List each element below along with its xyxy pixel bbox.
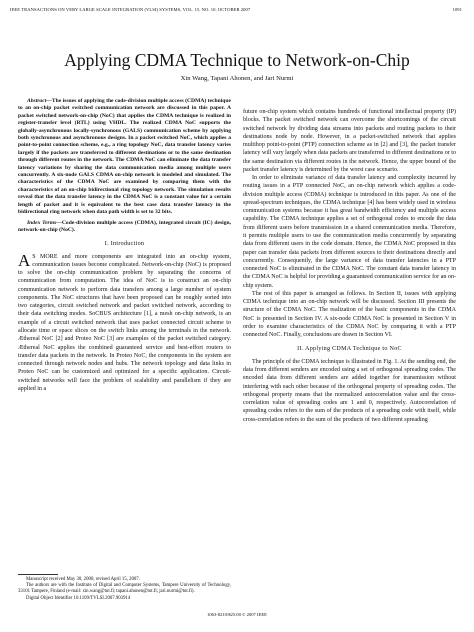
journal-header: IEEE TRANSACTIONS ON VERY LARGE SCALE INTEGRATION (VLSI) SYSTEMS, VOL. 15, NO. 10, OCTOBER 2007 <box>10 7 251 12</box>
paper-title: Applying CDMA Technique to Network-on-Chip <box>64 50 410 70</box>
abstract-text: The issues of applying the code-division multiple access (CDMA) technique to an on-chip packet switched communication network are discussed in this paper. A packet switched network-on-chip (NoC) that applies the CDMA technique is realized in register-transfer level (RTL) using VHDL. The realized CDMA NoC supports the globally-asynchronous locally-synchronous (GALS) communication scheme by applying both synchronous and asynchronous designs. In a packet switched NoC, which applies a point-to-point connection scheme, e.g., a ring topology NoC, data transfer latency varies largely if the packets are transferred to different destinations or to the same destination through different routes in the network. The CDMA NoC can eliminate the data transfer latency variations by sharing the data communication media among multiple users concurrently. A six-node GALS CDMA on-chip network is modeled and simulated. The characteristics of the CDMA NoC are examined by comparing them with the characteristics of an on-chip bidirectional ring topology network. The simulation results reveal that the data transfer latency in the CDMA NoC is a constant value for a certain length of packet and it is equivalent to the best case data transfer latency in the bidirectional ring network when data path width is set to 32 bits. <box>18 98 231 216</box>
running-head <box>10 7 462 12</box>
body-paragraph: The rest of this paper is arranged as follows. In Section II, issues with applying CDMA technique into an on-chip network will be discussed. Section III presents the structure of the CDMA NoC. The realization of the basic components in the CDMA NoC is presented in Section IV. A six-node CDMA NoC is presented in Section V in order to examine characteristics of the CDMA NoC by comparing it with a PTP connected NoC. Finally, conclusions are drawn in Section VI. <box>243 290 456 339</box>
introduction-text: S MORE and more components are integrated into an on-chip system, communication issues become complicated. Network-on-chip (NoC) is proposed to solve the on-chip communication problem by separating the concerns of communication from computation. The idea of NoC is to construct an on-chip communication network to perform data transfers among a large number of system components. The NoC structures that have been proposed can be roughly sorted into two categories, circuit switched network and packet switched network, according to their data switching modes. SoCBUS architecture [1], a mesh on-chip network, is an example of a circuit switched network that uses packet connected circuit scheme to allocate time or space slices on the switch links among the terminals in the network. Æthereal NoC [2] and Proteo NoC [3] are examples of the packet switched category. Æthereal NoC applies the combined guaranteed service and best-effort routers to transfer data packets in the network. In Proteo NoC, the components in the system are connected through network nodes and hubs. The network topology and data links in Proteo NoC can be customized and optimized for a specific application. Circuit-switched networks will face the problem of scalability and parallelism if they are applied in a <box>18 253 231 392</box>
index-terms <box>18 220 231 235</box>
copyright-footer: 1063-8210/$25.00 © 2007 IEEE <box>207 612 267 617</box>
footnote-divider <box>18 574 58 575</box>
page-number: 1091 <box>452 7 462 12</box>
section-heading-applying-cdma: II. Applying CDMA Technique to NoC <box>297 346 402 353</box>
body-paragraph: future on-chip system which contains hundreds of functional intellectual property (IP) blocks. The packet switched network can overcome the shortcomings of the circuit switched network by dividing data streams into packets and routing packets to their destinations node by node. However, in a packet-switched network that applies multihop point-to-point (PTP) connection scheme as in [2] and [3], the packet transfer latency will vary largely when data packets are transferred to different destinations or to the same destination via different routes in the network. Hence, the upper bound of the packet transfer latency is determined by the worst case scenario. <box>243 109 456 173</box>
paper-authors: Xin Wang, Tapani Ahonen, and Jari Nurmi <box>180 75 294 82</box>
author-affiliation-note: The authors are with the Institute of Digital and Computer Systems, Tampere University of Technology, 33101 Tampere, Finland (e-mail: xin.wang@tut.fi; tapani.ahonen@tut.fi; jari.nurmi@tut.fi). <box>18 583 231 595</box>
index-terms-label: Index Terms— <box>27 219 62 226</box>
abstract <box>18 98 231 217</box>
left-column <box>18 98 231 393</box>
body-paragraph: In order to eliminate variance of data transfer latency and complexity incurred by routing issues in a PTP connected NoC, an on-chip network which applies a code-division multiple access (CDMA) technique is introduced in this paper. As one of the spread-spectrum techniques, the CDMA technique [4] has been widely used in wireless communication systems because it has great bandwidth efficiency and multiple access capability. The CDMA technique applies a set of orthogonal codes to encode the data from different users before transmission in a shared communication media. Therefore, it permits multiple users to use the communication media concurrently by separating data from different users in the code domain. Hence, the CDMA NoC proposed in this paper can transfer data packets from different sources to their destinations directly and concurrently. Consequently, the large variance of data transfer latencies in a PTP connected NoC is eliminated in the CDMA NoC. The constant data transfer latency in the CDMA NoC is helpful for providing a guaranteed communication service for an on-chip system. <box>243 175 456 289</box>
manuscript-note: Manuscript received May 30, 2006; revised April 15, 2007. <box>26 577 140 582</box>
abstract-label: Abstract— <box>27 98 52 104</box>
introduction-paragraph <box>18 250 231 394</box>
right-column <box>243 108 456 424</box>
index-terms-text: Code-division multiple access (CDMA), integrated circuit (IC) design, network-on-chip (NoC). <box>18 219 231 233</box>
body-paragraph: The principle of the CDMA technique is illustrated in Fig. 1. At the sending end, the data from different senders are encoded using a set of orthogonal spreading codes. The encoded data from different senders are added together for transmission without interfering with each other because of the orthogonal property of spreading codes. The orthogonal property means that the normalized autocorrelation value and the cross-correlation value of spreading codes are 1 and 0, respectively. Autocorrelation of spreading codes refers to the sum of the products of a spreading code with itself, while cross-correlation refers to the sum of the products of two different spreading <box>243 358 456 423</box>
doi-note: Digital Object Identifier 10.1109/TVLSI.2007.903914 <box>26 595 131 601</box>
drop-cap: A <box>18 250 31 270</box>
footnotes <box>18 577 231 602</box>
section-heading-introduction: I. Introduction <box>104 241 145 248</box>
